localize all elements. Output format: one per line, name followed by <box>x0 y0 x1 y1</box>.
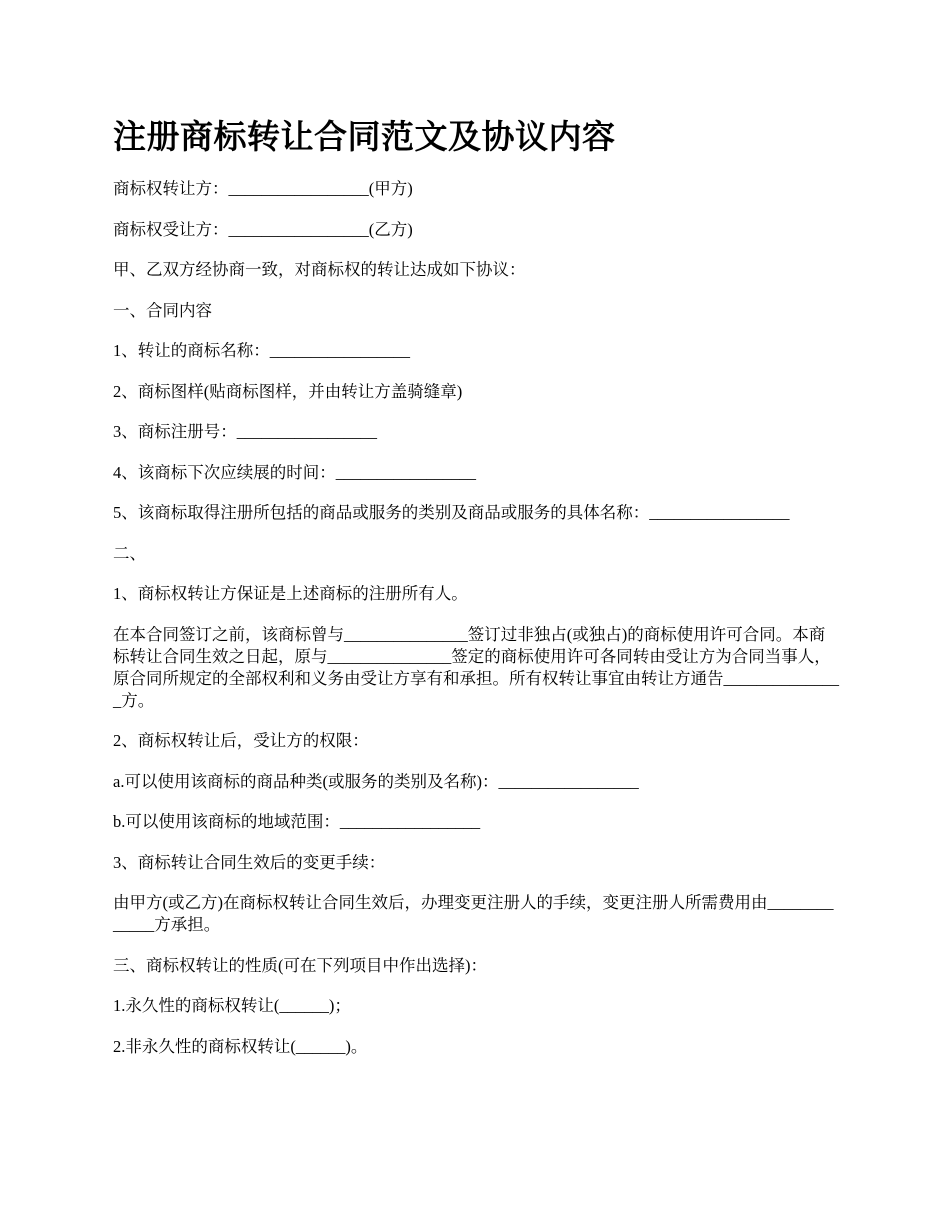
document-page <box>113 112 840 1076</box>
clause-trademark-name: 1、转让的商标名称：_________________ <box>113 341 410 360</box>
section-heading-3: 三、商标权转让的性质(可在下列项目中作出选择)： <box>113 955 487 975</box>
section-heading-1: 一、合同内容 <box>113 300 212 320</box>
option-non-permanent-transfer: 2.非永久性的商标权转让(______)。 <box>113 1036 368 1056</box>
agreement-intro: 甲、乙双方经协商一致，对商标权的转让达成如下协议： <box>113 260 526 279</box>
transferor-line: 商标权转让方：_________________(甲方) <box>113 179 413 198</box>
clause-change-procedure: 3、商标转让合同生效后的变更手续： <box>113 852 386 872</box>
transferee-line: 商标权受让方：_________________(乙方) <box>113 219 413 239</box>
option-permanent-transfer: 1.永久性的商标权转让(______)； <box>113 996 351 1015</box>
clause-goods-services: 5、该商标取得注册所包括的商品或服务的类别及商品或服务的具体名称：_________________ <box>113 503 790 522</box>
clause-transferee-rights: 2、商标权转让后，受让方的权限： <box>113 731 369 750</box>
clause-trademark-sample: 2、商标图样(贴商标图样，并由转让方盖骑缝章) <box>113 381 463 401</box>
clause-change-registrant: 由甲方(或乙方)在商标权转让合同生效后，办理变更注册人的手续，变更注册人所需费用由_____________方承担。 <box>113 893 834 934</box>
document-title: 注册商标转让合同范文及协议内容 <box>113 117 616 156</box>
clause-region-scope: b.可以使用该商标的地域范围：_________________ <box>113 812 481 831</box>
clause-registration-number: 3、商标注册号：_________________ <box>113 422 377 441</box>
clause-goods-scope: a.可以使用该商标的商品种类(或服务的类别及名称)：_________________ <box>113 771 639 791</box>
section-heading-2: 二、 <box>113 543 146 563</box>
clause-owner-guarantee: 1、商标权转让方保证是上述商标的注册所有人。 <box>113 584 468 603</box>
clause-license-contract: 在本合同签订之前，该商标曾与_______________签订过非独占(或独占)的商标使用许可合同。本商标转让合同生效之日起，原与_______________签定的商标使用许可各同转由受让方为合同当事人，原合同所规定的全部权利和义务由受让方享有和承担。所有权转让事宜由转让方通告_______________方。 <box>113 624 839 710</box>
clause-renewal-time: 4、该商标下次应续展的时间：_________________ <box>113 462 476 482</box>
